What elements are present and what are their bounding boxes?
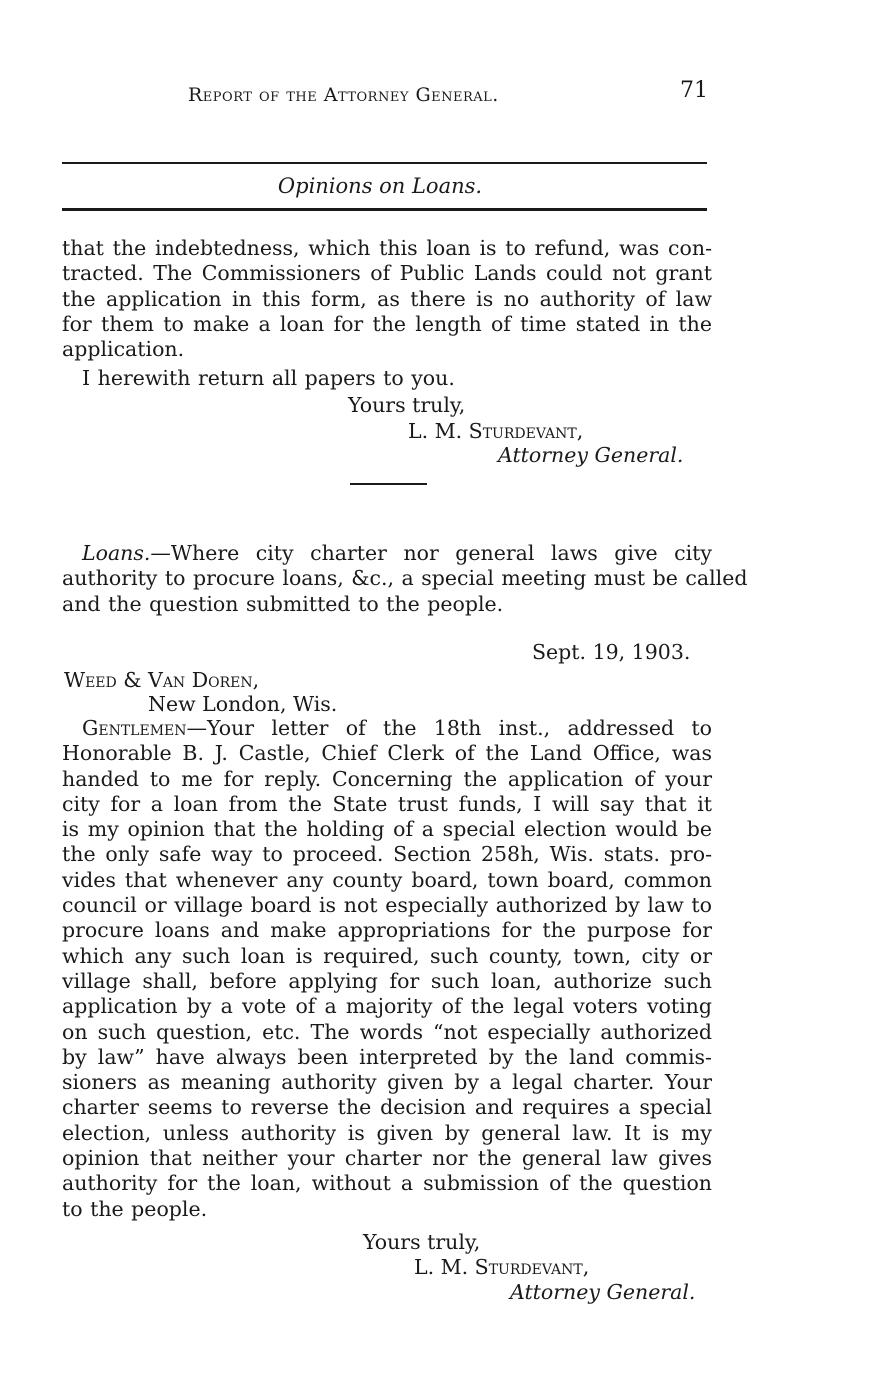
letter-addressee: Weed & Van Doren,: [64, 668, 260, 692]
header-rule-top: [62, 162, 707, 164]
closing-salutation: Yours truly,: [348, 393, 466, 417]
letter-body: [62, 716, 712, 1222]
text-line: application.: [62, 337, 185, 362]
letter-address-city: New London, Wis.: [148, 692, 338, 716]
text-line: is my opinion that the holding of a special election would be: [62, 817, 712, 842]
letter-salutation: Gentlemen: [82, 716, 187, 740]
text-line: which any such loan is required, such county, town, city or: [62, 943, 712, 968]
syllabus-paragraph: [62, 541, 748, 617]
text-line: the only safe way to proceed. Section 258h, Wis. stats. pro-: [62, 842, 712, 867]
page-number: 71: [680, 78, 708, 103]
text-line: council or village board is not especially authorized by law to: [62, 893, 712, 918]
text-line: authority for the loan, without a submission of the question: [62, 1171, 712, 1196]
header-rule-bottom: [62, 208, 707, 211]
syllabus-text: —Where city charter nor general laws give city: [150, 541, 712, 565]
text-line: on such question, etc. The words “not especially authorized: [62, 1019, 712, 1044]
letter-date: Sept. 19, 1903.: [532, 640, 691, 664]
text-line: the application in this form, as there is no authority of law: [62, 286, 712, 311]
text-line: that the indebtedness, which this loan is to refund, was con-: [62, 236, 712, 260]
text-line: Honorable B. J. Castle, Chief Clerk of the Land Office, was: [62, 741, 712, 766]
text-line: by law” have always been interpreted by the land commis-: [62, 1044, 712, 1069]
text-line: village shall, before applying for such loan, authorize such: [62, 968, 712, 993]
text-line: sioners as meaning authority given by a legal charter. Your: [62, 1070, 712, 1095]
section-title: Opinions on Loans.: [277, 174, 483, 198]
text-line: opinion that neither your charter nor the general law gives: [62, 1146, 712, 1171]
text-line: and the question submitted to the people.: [62, 591, 504, 616]
running-head: Report of the Attorney General.: [188, 84, 499, 106]
text-line: authority to procure loans, &c., a special meeting must be called: [62, 566, 748, 591]
text-line: charter seems to reverse the decision and requires a special: [62, 1095, 712, 1120]
text-line: for them to make a loan for the length of time stated in the: [62, 311, 712, 336]
signer-title: Attorney General.: [498, 443, 684, 467]
letter-first-line: —Your letter of the 18th inst., addressed to: [186, 716, 712, 740]
text-line: vides that whenever any county board, town board, common: [62, 867, 712, 892]
text-line: city for a loan from the State trust funds, I will say that it: [62, 791, 712, 816]
signer-name: L. M. Sturdevant,: [414, 1255, 590, 1279]
continued-opinion-paragraph: [62, 236, 712, 362]
signer-title: Attorney General.: [510, 1280, 696, 1304]
text-line: [62, 716, 712, 741]
text-line: I herewith return all papers to you.: [82, 366, 455, 390]
text-line: to the people.: [62, 1196, 208, 1221]
text-line: [62, 541, 712, 566]
signer-name: L. M. Sturdevant,: [408, 419, 584, 443]
section-divider: [350, 483, 427, 485]
text-line: handed to me for reply. Concerning the application of your: [62, 766, 712, 791]
text-line: election, unless authority is given by general law. It is my: [62, 1120, 712, 1145]
text-line: application by a vote of a majority of the legal voters voting: [62, 994, 712, 1019]
syllabus-label: Loans.: [82, 541, 151, 565]
text-line: tracted. The Commissioners of Public Lands could not grant: [62, 261, 712, 286]
return-papers-line: [62, 366, 712, 391]
closing-salutation: Yours truly,: [363, 1230, 481, 1254]
text-line: procure loans and make appropriations for the purpose for: [62, 918, 712, 943]
